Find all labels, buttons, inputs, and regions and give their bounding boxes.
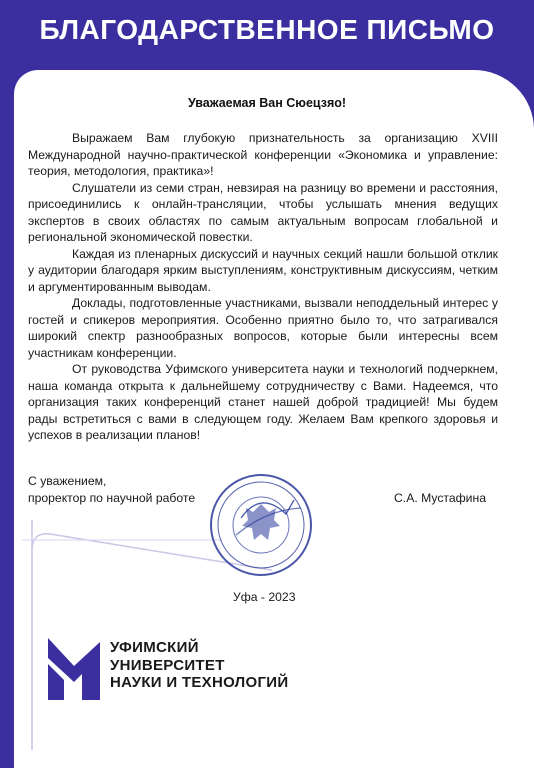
paragraph-4: Доклады, подготовленные участниками, вызвали неподдельный интерес у гостей и спикеров мероприятия. Особенно приятно было то, что затрагивался широкий спектр разнообразных вопросов, которые были интересны всем участникам конференции. [28, 296, 498, 360]
paragraph-3: Каждая из пленарных дискуссий и научных секций нашли большой отклик у аудитории благодаря ярким выступлениям, конструктивным дискуссиям, четким и аргументированным выводам. [28, 246, 498, 294]
university-logo-icon [48, 638, 100, 700]
logo-line-2: УНИВЕРСИТЕТ [110, 656, 225, 674]
letter-greeting: Уважаемая Ван Сюецзяо! [187, 96, 347, 110]
official-seal-stamp [206, 470, 316, 580]
closing-text: С уважением, [28, 474, 107, 488]
signature-block [28, 473, 195, 507]
logo-line-1: УФИМСКИЙ [110, 639, 199, 656]
university-logo-text [110, 639, 288, 692]
signer-name: С.А. Мустафина [394, 491, 486, 505]
letter-body [28, 130, 498, 444]
paragraph-1: Выражаем Вам глубокую признательность за организацию XVIII Международной научно-практической конференции «Экономика и управление: теория, методология, практика»! [28, 131, 498, 178]
letter-title: БЛАГОДАРСТВЕННОЕ ПИСЬМО [39, 14, 495, 45]
paragraph-2: Слушатели из семи стран, невзирая на разницу во времени и расстояния, присоединились к онлайн-трансляции, чтобы услышать мнения ведущих экспертов в своих областях по самым актуальным вопросам глобальной и региональной экономической повестки. [28, 180, 498, 244]
signer-title: проректор по научной работе [28, 491, 196, 505]
paragraph-5: От руководства Уфимского университета науки и технологий подчеркнем, наша команда открыта к дальнейшему сотрудничеству с Вами. Надеемся, что организация таких конференций станет нашей доброй традицией! Мы будем рады встретиться с вами в следующем году. Желаем Вам крепкого здоровья и успехов в реализации планов! [28, 362, 498, 442]
logo-line-3: НАУКИ И ТЕХНОЛОГИЙ [110, 674, 289, 691]
place-date: Уфа - 2023 [233, 590, 296, 604]
